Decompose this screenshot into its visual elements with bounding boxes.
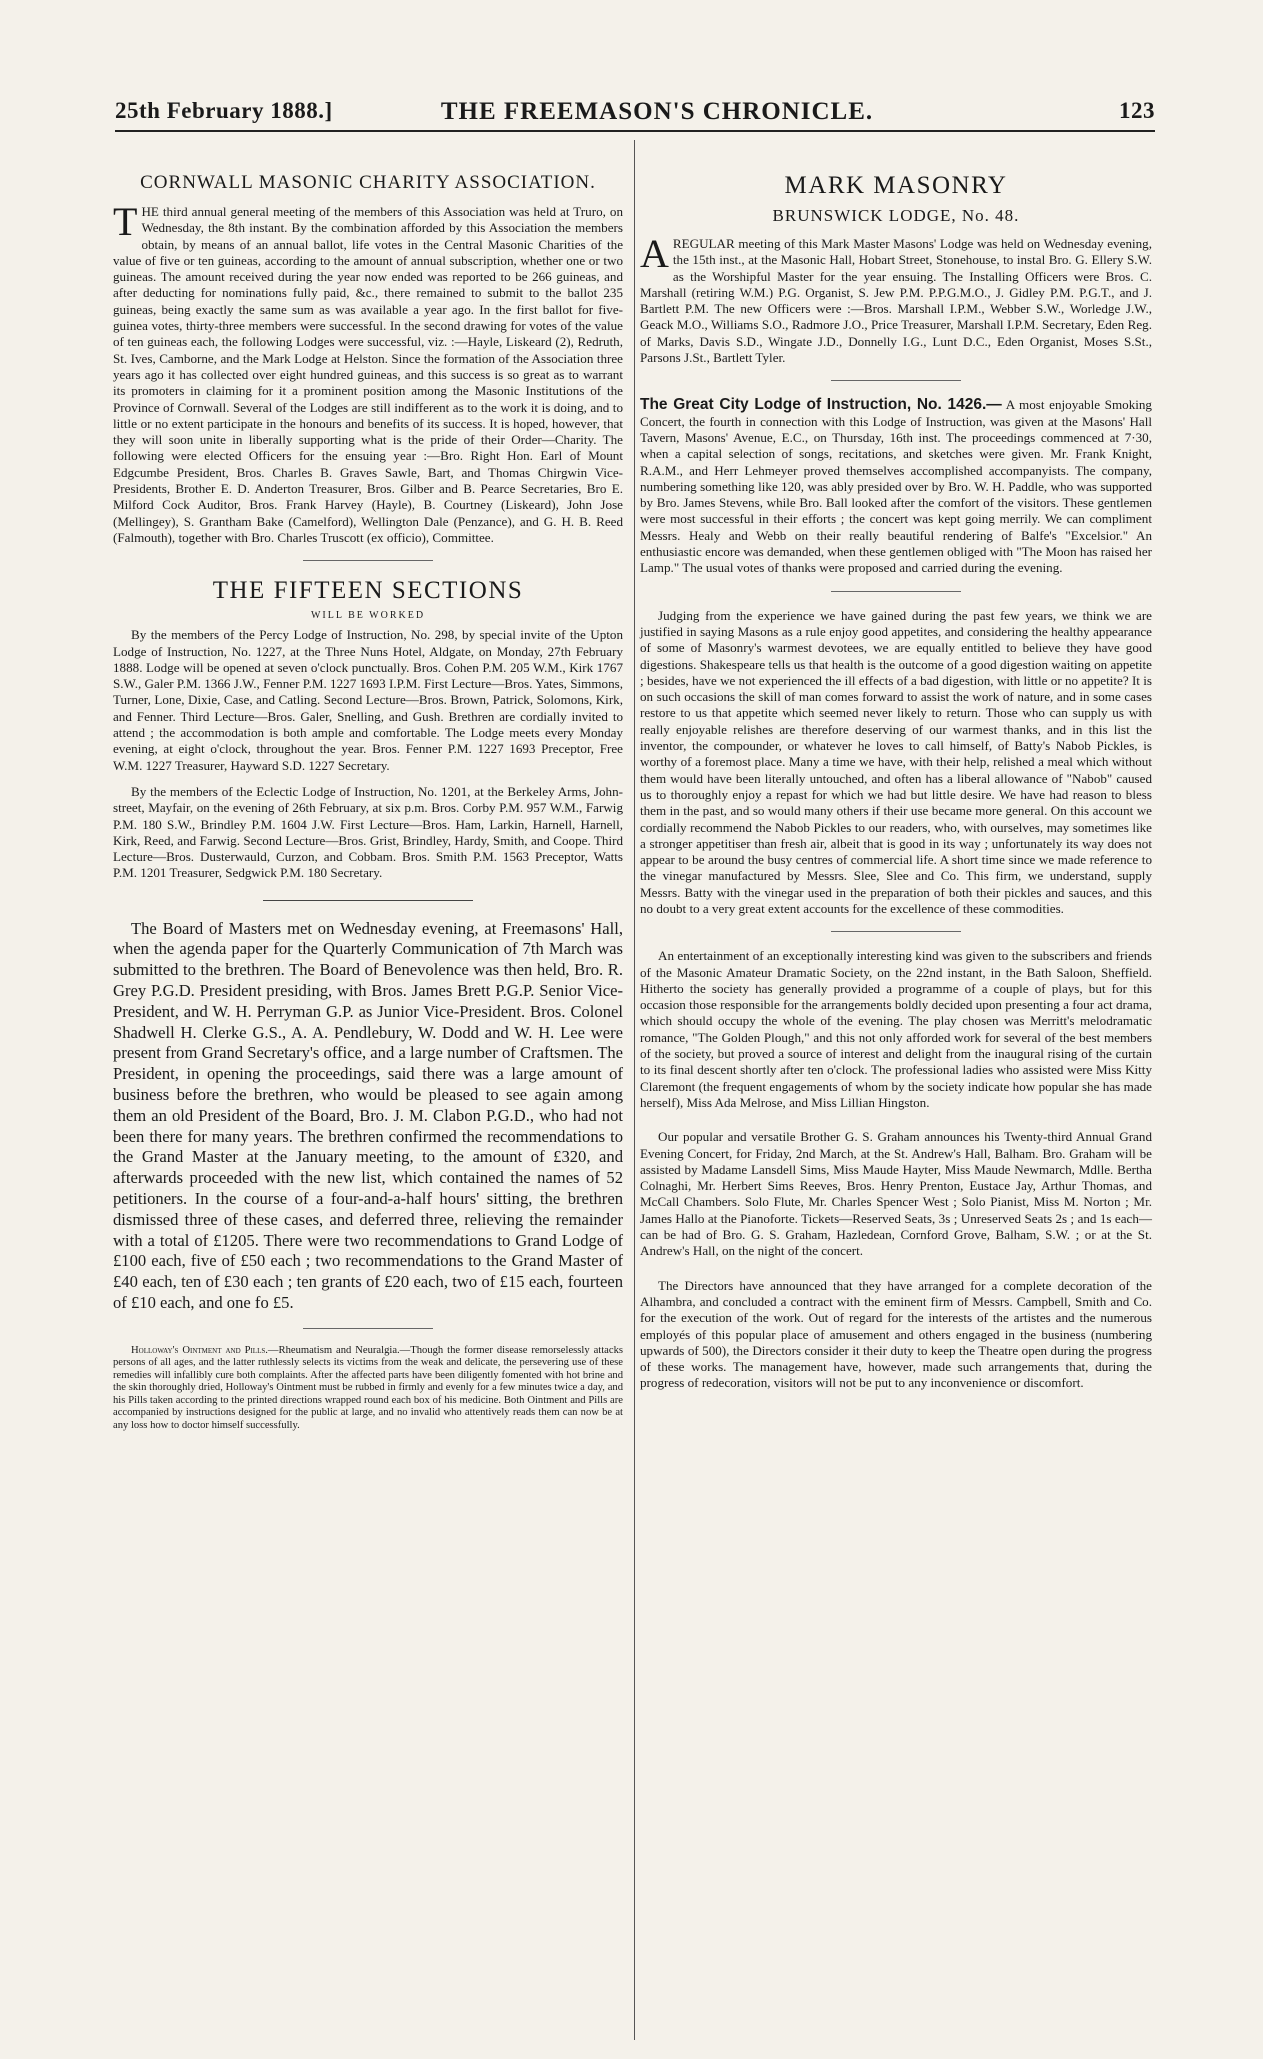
sheffield-article bbox=[640, 948, 1152, 1111]
great-city-heading: The Great City Lodge of Instruction, No. 1426.— bbox=[640, 396, 1002, 414]
alhambra-article bbox=[640, 1278, 1152, 1392]
fifteen-para-2: By the members of the Eclectic Lodge of Instruction, No. 1201, at the Berkeley Arms, John-street, Mayfair, on the evening of 26th February, at six p.m. Bros. Corby P.M. 957 W.M., Farwig P.M. 180 S.W., Brindley P.M. 1604 J.W. First Lecture—Bros. Ham, Larkin, Harnell, Harnell, Kirk, Reed, and Farwig. Second Lecture—Bros. Grist, Brindley, Hardy, Smith, and Coope. Third Lecture—Bros. Dusterwauld, Curzon, and Cobbam. Bros. Smith P.M. 1563 Preceptor, Watts P.M. 1201 Treasurer, Sedgwick P.M. 180 Secretary. bbox=[113, 783, 623, 881]
fifteen-sections-article bbox=[113, 577, 623, 881]
masthead bbox=[115, 98, 1155, 128]
great-city-article bbox=[640, 397, 1152, 576]
page-number: 123 bbox=[1119, 98, 1155, 123]
divider bbox=[831, 591, 961, 592]
mark-body: AREGULAR meeting of this Mark Master Masons' Lodge was held on Wednesday evening, the 15th inst., at the Masonic Hall, Hobart Street, Stonehouse, to instal Bro. G. Ellery S.W. as the Worshipful Master for the year ensuing. The Installing Officers were Bros. C. Marshall (retiring W.M.) P.G. Organist, S. Jew P.M. P.P.G.M.O., J. Gidley P.M. P.G.T., and J. Bartlett P.M. The new Officers were :—Bros. Marshall I.P.M., Webber S.W., Worledge J.W., Geack M.O., Williams S.O., Radmore J.O., Price Treasurer, Marshall I.P.M. Secretary, Eden Reg. of Marks, Davis S.D., Wingate J.D., Donnelly I.G., Lunt D.C., Eden Organist, Moses S.St., Parsons J.St., Bartlett Tyler. bbox=[640, 231, 1152, 366]
issue-date: 25th February 1888.] bbox=[115, 98, 333, 123]
fifteen-title: THE FIFTEEN SECTIONS bbox=[212, 577, 524, 605]
divider bbox=[263, 900, 473, 901]
digestion-body: Judging from the experience we have gained during the past few years, we think we are justified in saying Masons as a rule enjoy good appetites, and considering the healthy appearance of some of Masonry's warmest devotees, we are equally entitled to believe they have good digestions. Shakespeare tells us that health is the outcome of a good digestion waiting on appetite ; besides, have we not experienced the ill effects of a bad digestion, with little or no appetite? It is on such occasions the skill of man comes forward to assist the work of nature, and in some cases restore to us that appetite which seemed never likely to return. Those who can supply us with really enjoyable relishes are therefore deserving of our warmest thanks, and in this list the inventor, the compounder, or whatever he loves to call himself, of Batty's Nabob Pickles, is worthy of a foremost place. Many a time we have, with their help, relished a meal which without them would have been literally untouched, and often has a liberal allowance of "Nabob" caused us to thoroughly enjoy a repast for which we had but little desire. We have had reason to bless them in the past, and so would many others if their use became more general. On this account we cordially recommend the Nabob Pickles to our readers, who, with ourselves, may sometimes like a stronger appetitiser than fresh air, albeit that is good in its way ; unfortunately its way does not appear to be around the busy centres of commercial life. A short time since we made reference to the vinegar manufactured by Messrs. Slee, Slee and Co. This firm, we understand, supply Messrs. Batty with the vinegar used in the preparation of both their pickles and sauces, and this no doubt to a very great extent accounts for the excellence of these commodities. bbox=[640, 607, 1152, 916]
fifteen-subtitle: WILL BE WORKED bbox=[310, 610, 426, 622]
holloway-lead: Holloway's Ointment and Pills. bbox=[131, 1344, 268, 1356]
dropcap: T bbox=[113, 199, 138, 244]
graham-article bbox=[640, 1129, 1152, 1259]
sheffield-body: An entertainment of an exceptionally interesting kind was given to the subscribers and friends of the Masonic Amateur Dramatic Society, on the 22nd instant, in the Bath Saloon, Sheffield. Hitherto the society has generally provided a programme of a couple of plays, but for this occasion those responsible for the arrangements boldly decided upon presenting a four act drama, which should occupy the whole of the evening. The play chosen was Merritt's melodramatic romance, "The Golden Plough," and this not only afforded work for several of the best members of the society, but proved a source of interest and delight from the inaugural rising of the curtain to its final descent shortly after ten o'clock. The professional ladies who assisted were Miss Kitty Claremont (the frequent engagements of whom by the society indicate how popular she has made herself), Miss Ada Melrose, and Miss Lillian Hingston. bbox=[640, 948, 1152, 1110]
holloway-notice bbox=[113, 1345, 623, 1433]
cornwall-article bbox=[113, 172, 623, 546]
publication-title: THE FREEMASON'S CHRONICLE. bbox=[440, 98, 874, 125]
right-column bbox=[640, 172, 1152, 1392]
left-column bbox=[113, 172, 623, 1432]
cornwall-body: THE third annual general meeting of the members of this Association was held at Truro, on Wednesday, the 8th instant. By the combination afforded by this Association the members obtain, by means of an annual ballot, life votes in the Central Masonic Charities of the value of five or ten guineas, according to the amount of annual subscription, whether one or two guineas. The amount received during the year now ended was reported to be 266 guineas, and after deducting for nominations fully paid, &c., there remained to submit to the ballot 235 guineas, being exactly the same sum as was available a year ago. In the first ballot for five-guinea votes, thirty-three members were successful. In the second drawing for votes of the value of ten guineas each, the following Lodges were successful, viz. :—Hayle, Liskeard (2), Redruth, St. Ives, Camborne, and the Mark Lodge at Helston. Since the formation of the Association three years ago it has collected over eight hundred guineas, and this success is so great as to warrant its promoters in claiming for it a prominent position among the Masonic Institutions of the Province of Cornwall. Several of the Lodges are still indifferent as to the work it is doing, and to little or no extent participate in the honours and benefits of its success. It is hoped, however, that they will soon unite in liberally supporting what is the pride of their Order—Charity. The following were elected Officers for the ensuing year :—Bro. Right Hon. Earl of Mount Edgcumbe President, Bros. Charles B. Graves Sawle, Bart, and Thomas Chirgwin Vice-Presidents, Brother E. D. Anderton Treasurer, Bros. Gilber and B. Pearce Secretaries, Bro E. Milford Cock Auditor, Bros. Frank Harvey (Hayle), B. Courtney (Liskeard), John Jose (Mellingey), S. Grantham Bake (Camelford), Wellington Dale (Penzance), and G. H. B. Reed (Falmouth), together with Bro. Charles Truscott (ex officio), Committee. bbox=[113, 199, 623, 545]
column-divider bbox=[634, 140, 635, 2040]
board-body: The Board of Masters met on Wednesday evening, at Freemasons' Hall, when the agenda paper for the Quarterly Communication of 7th March was submitted to the brethren. The Board of Benevolence was then held, Bro. R. Grey P.G.D. President presiding, with Bros. James Brett P.G.P. Senior Vice-President, and W. H. Perryman G.P. as Junior Vice-President. Bros. Colonel Shadwell H. Clerke G.S., A. A. Pendlebury, W. Dodd and W. H. Lee were present from Grand Secretary's office, and a large number of Craftsmen. The President, in opening the proceedings, said there was a large amount of business before the brethren, who would be pleased to see again among them an old President of the Board, Bro. J. M. Clabon P.G.D., who had not been there for many years. The brethren confirmed the recommendations to the Grand Master at the January meeting, to the amount of £320, and afterwards proceeded with the new list, which contained the names of 52 petitioners. In the course of a four-and-a-half hours' sitting, the brethren dismissed three of these cases, and deferred three, relieving the remainder with a total of £1205. There were two recommendations to Grand Lodge of £100 each, five of £50 each ; two recommendations to the Grand Master of £40 each, ten of £30 each ; ten grants of £20 each, two of £15 each, fourteen of £10 each, and one fo £5. bbox=[113, 918, 623, 1313]
divider bbox=[831, 380, 961, 381]
divider bbox=[831, 931, 961, 932]
digestion-article bbox=[640, 608, 1152, 918]
divider bbox=[303, 1328, 433, 1329]
mark-title: MARK MASONRY bbox=[784, 172, 1008, 199]
graham-body: Our popular and versatile Brother G. S. Graham announces his Twenty-third Annual Grand Evening Concert, for Friday, 2nd March, at the St. Andrew's Hall, Balham. Bro. Graham will be assisted by Madame Lansdell Sims, Miss Maude Hayter, Miss Maude Newmarch, Mdlle. Bertha Colnaghi, Mr. Herbert Sims Reeves, Bros. Henry Prenton, Eustace Jay, Arthur Thomas, and McCall Chambers. Solo Flute, Mr. Charles Spencer West ; Solo Pianist, Miss M. Norton ; Mr. James Hallo at the Pianoforte. Tickets—Reserved Seats, 3s ; Unreserved Seats 2s ; and 1s each—can be had of Bro. G. S. Graham, Hazledean, Cornford Grove, Balham, S.W. ; or at the St. Andrew's Hall, on the night of the concert. bbox=[640, 1129, 1152, 1259]
fifteen-para-1: By the members of the Percy Lodge of Instruction, No. 298, by special invite of the Upton Lodge of Instruction, No. 1227, at the Three Nuns Hotel, Aldgate, on Monday, 27th February 1888. Lodge will be opened at seven o'clock punctually. Bros. Cohen P.M. 205 W.M., Kirk 1767 S.W., Galer P.M. 1366 J.W., Fenner P.M. 1227 1693 I.P.M. First Lecture—Bros. Yates, Simmons, Turner, Lone, Dixie, Case, and Catling. Second Lecture—Bros. Brown, Patrick, Solomons, Kirk, and Fenner. Third Lecture—Bros. Galer, Snelling, and Gush. Brethren are cordially invited to attend ; the accommodation is both ample and comfortable. The Lodge meets every Monday evening, at eight o'clock, throughout the year. Bros. Fenner P.M. 1227 1693 Preceptor, Free W.M. 1227 Treasurer, Hayward S.D. 1227 Secretary. bbox=[113, 627, 623, 773]
cornwall-title: CORNWALL MASONIC CHARITY ASSOCIATION. bbox=[140, 172, 596, 193]
holloway-body: —Rheumatism and Neuralgia.—Though the former disease remorselessly attacks persons of all ages, and the latter ruthlessly selects its victims from the weak and delicate, the persevering use of these remedies will infallibly cure both complaints. After the affected parts have been diligently fomented with hot brine and the skin thoroughly dried, Holloway's Ointment must be rubbed in firmly and evenly for a few minutes twice a day, and his Pills taken according to the printed directions wrapped round each box of his medicine. Both Ointment and Pills are accompanied by instructions designed for the public at large, and no invalid who attentively reads them can now be at any loss how to doctor himself successfully. bbox=[113, 1344, 624, 1431]
great-city-body: A most enjoyable Smoking Concert, the fourth in connection with this Lodge of Instruction, was given at the Masons' Hall Tavern, Masons' Avenue, E.C., on Thursday, 16th inst. The proceedings commenced at 7·30, when a capital selection of songs, recitations, and sketches were given. Mr. Frank Knight, R.A.M., and Herr Lehmeyer proved themselves accomplished accompanyists. The company, numbering something like 120, was ably presided over by Bro. W. H. Paddle, who was supported by Bro. James Stevens, while Bro. Ball looked after the comfort of the visitors. These gentlemen were most successful in their efforts ; the concert was kept going merrily. We can compliment Messrs. Healy and Webb on their really beautiful rendering of Balfe's "Excelsior." An enthusiastic encore was demanded, when these gentlemen obliged with "The Moon has raised her Lamp." The usual votes of thanks were proposed and carried during the evening. bbox=[640, 397, 1152, 576]
mark-subtitle: BRUNSWICK LODGE, No. 48. bbox=[772, 206, 1020, 225]
alhambra-body: The Directors have announced that they have arranged for a complete decoration of the Alhambra, and concluded a contract with the eminent firm of Messrs. Campbell, Smith and Co. for the execution of the work. Out of regard for the interests of the artistes and the numerous employés of this popular place of amusement and others engaged in the business (numbering upwards of 500), the Directors consider it their duty to keep the Theatre open during the progress of these works. The management have, however, made such arrangements that, during the progress of redecoration, visitors will not be put to any inconvenience or discomfort. bbox=[640, 1277, 1152, 1391]
divider bbox=[303, 560, 433, 561]
mark-masonry-article bbox=[640, 172, 1152, 366]
masthead-rule bbox=[115, 130, 1155, 132]
board-of-masters-article bbox=[113, 919, 623, 1314]
dropcap: A bbox=[640, 231, 669, 276]
